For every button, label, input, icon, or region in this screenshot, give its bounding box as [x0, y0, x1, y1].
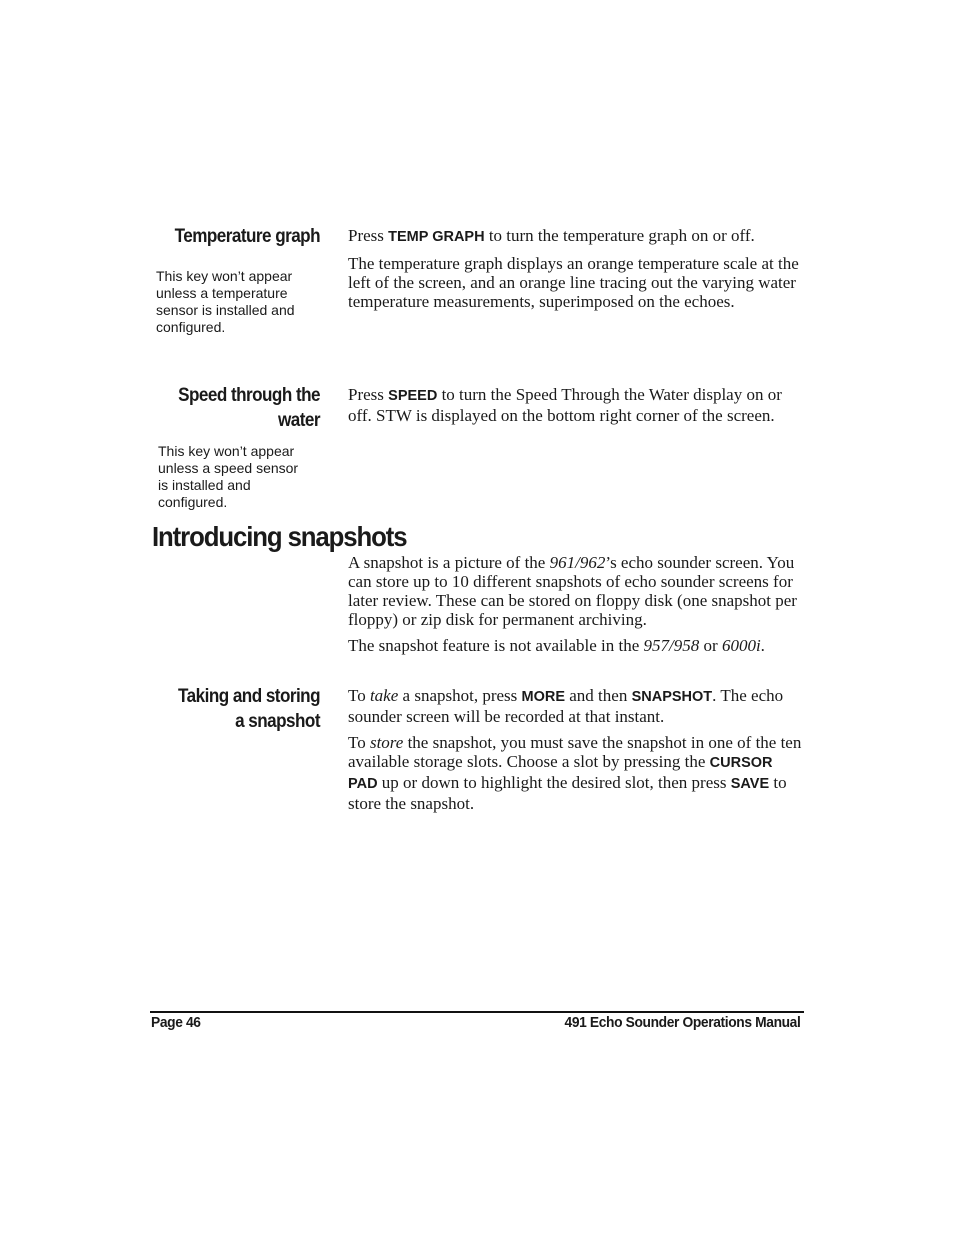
speed-through-water-heading	[122, 383, 320, 433]
text-run: up or down to highlight the desired slot, then press	[377, 773, 731, 792]
more-key-label: MORE	[521, 689, 566, 705]
text-run: Press	[348, 385, 389, 404]
page-number: Page 46	[151, 1014, 201, 1031]
speed-note: This key won’t appear unless a speed sensor is installed and configured.	[158, 443, 299, 510]
text-run: A snapshot is a picture of the	[348, 553, 550, 572]
speed-heading-line-1: Speed through the	[178, 385, 320, 406]
model-name: 957/958	[643, 636, 700, 655]
model-name: 6000i	[721, 636, 761, 655]
text-run: Press	[348, 226, 389, 245]
taking-storing-body	[348, 686, 804, 820]
text-run: The snapshot feature is not available in the	[348, 636, 644, 655]
model-name: 961/962	[549, 553, 606, 572]
snapshots-body	[348, 553, 804, 662]
save-key-label: SAVE	[730, 776, 770, 792]
text-run: .	[760, 636, 765, 655]
taking-heading-line-2: a snapshot	[235, 711, 320, 732]
speed-key-label: SPEED	[388, 388, 438, 404]
text-run: To	[348, 686, 370, 705]
text-run: to store the snapshot.	[348, 773, 787, 813]
taking-heading-line-1: Taking and storing	[178, 686, 320, 707]
taking-storing-heading	[122, 684, 320, 734]
text-run: to turn the temperature graph on or off.	[484, 226, 755, 245]
taking-para-1	[348, 686, 804, 726]
introducing-snapshots-heading: Introducing snapshots	[152, 521, 407, 552]
text-run: . The echo sounder screen will be recorded at that instant.	[348, 686, 784, 726]
text-run: and then	[565, 686, 632, 705]
text-run: a snapshot, press	[398, 686, 522, 705]
temp-graph-key-label: TEMP GRAPH	[388, 229, 485, 245]
text-run: To	[348, 733, 370, 752]
temperature-graph-heading-text: Temperature graph	[174, 226, 320, 247]
temperature-graph-para-2: The temperature graph displays an orange temperature scale at the left of the screen, and an orange line tracing out the varying water temperature measurements, superimposed on the echoes.	[348, 254, 799, 311]
cursor-pad-key-label: CURSOR PAD	[348, 755, 773, 792]
text-run: to turn the Speed Through the Water display on or off. STW is displayed on the bottom right corner of the screen.	[348, 385, 782, 425]
text-run: ’s echo sounder screen. You can store up to 10 different snapshots of echo sounder screens for later review. These can be stored on floppy disk (one snapshot per floppy) or zip disk for permanent archiving.	[348, 553, 797, 629]
emphasis: take	[369, 686, 399, 705]
snapshots-para-1	[348, 553, 804, 629]
text-run: or	[699, 636, 722, 655]
speed-heading-line-2: water	[278, 410, 320, 431]
speed-para-1	[348, 385, 804, 425]
temperature-graph-heading	[122, 224, 320, 249]
snapshot-key-label: SNAPSHOT	[631, 689, 713, 705]
emphasis: store	[369, 733, 404, 752]
snapshots-para-2	[348, 636, 804, 655]
temperature-graph-body	[348, 226, 804, 318]
speed-body	[348, 385, 804, 432]
temperature-graph-para-1	[348, 226, 804, 247]
manual-title: 491 Echo Sounder Operations Manual	[564, 1014, 800, 1031]
text-run: the snapshot, you must save the snapshot in one of the ten available storage slots. Choose a slot by pressing the	[348, 733, 802, 771]
taking-para-2	[348, 733, 804, 813]
temperature-graph-note: This key won’t appear unless a temperature sensor is installed and configured.	[156, 268, 295, 335]
